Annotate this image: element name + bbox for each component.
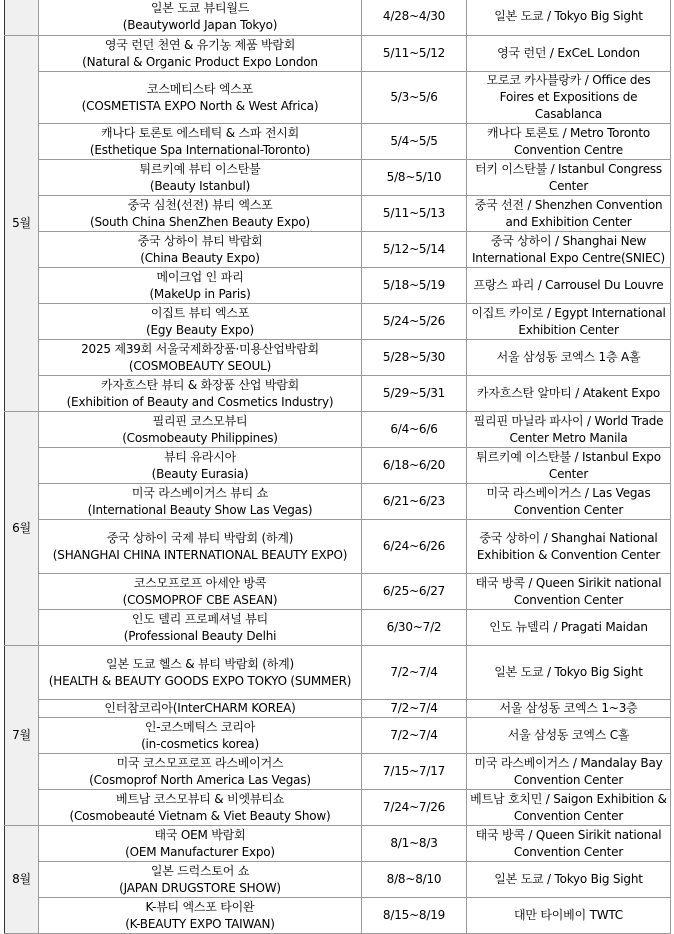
venue-text: 캐나다 토론토 / Metro Toronto Convention Centre <box>486 125 650 157</box>
table-row <box>5 700 671 718</box>
exhibition-name-cell <box>39 610 362 646</box>
exhibition-venue-cell <box>467 484 671 520</box>
exhibition-venue-cell <box>467 700 671 718</box>
venue-text: 모로코 카사블랑카 / Office des Foires et Expositions de Casablanca <box>486 73 651 121</box>
table-row <box>5 718 671 754</box>
exhibition-name-korean: 미국 라스베이거스 뷰티 쇼 <box>131 485 269 500</box>
exhibition-name-korean: 일본 도쿄 뷰티월드 <box>150 0 250 15</box>
exhibition-date-cell: 6/18~6/20 <box>362 448 467 484</box>
exhibition-name-cell <box>39 520 362 574</box>
table-row <box>5 268 671 304</box>
venue-text: 서울 삼성동 코엑스 C홀 <box>507 728 630 742</box>
exhibition-venue-cell <box>467 0 671 36</box>
venue-text: 서울 삼성동 코엑스 1층 A홀 <box>496 350 641 364</box>
exhibition-date-cell: 6/4~6/6 <box>362 412 467 448</box>
table-row <box>5 36 671 72</box>
exhibition-venue-cell <box>467 790 671 826</box>
exhibition-date-cell: 6/21~6/23 <box>362 484 467 520</box>
table-row <box>5 72 671 124</box>
exhibition-name-korean: 태국 OEM 박람회 <box>154 827 246 842</box>
exhibition-name-english: (COSMOPROF CBE ASEAN) <box>122 592 278 607</box>
exhibition-name-cell <box>39 718 362 754</box>
exhibition-name-korean: K-뷰티 엑스포 타이완 <box>145 899 255 914</box>
exhibition-name-english: (Beautyworld Japan Tokyo) <box>122 17 278 32</box>
exhibition-venue-cell <box>467 232 671 268</box>
exhibition-name-cell <box>39 72 362 124</box>
exhibition-date-cell: 7/24~7/26 <box>362 790 467 826</box>
table-row <box>5 754 671 790</box>
exhibition-name-english: (Professional Beauty Delhi <box>123 628 277 643</box>
exhibition-name-cell <box>39 646 362 700</box>
exhibition-name-cell <box>39 448 362 484</box>
exhibition-name-cell <box>39 124 362 160</box>
exhibition-name-english: (South China ShenZhen Beauty Expo) <box>89 214 311 229</box>
venue-text: 중국 선전 / Shenzhen Convention and Exhibition Center <box>474 197 663 229</box>
exhibition-name-english: (SHANGHAI CHINA INTERNATIONAL BEAUTY EXPO) <box>52 547 348 562</box>
exhibition-name-cell <box>39 754 362 790</box>
exhibition-name-cell <box>39 862 362 898</box>
exhibition-name-cell <box>39 0 362 36</box>
exhibition-name-english: (Beauty Eurasia) <box>151 466 249 481</box>
exhibition-venue-cell <box>467 448 671 484</box>
exhibition-name-korean: 캐나다 토론토 에스테틱 & 스파 전시회 <box>100 125 300 140</box>
table-row <box>5 304 671 340</box>
exhibition-venue-cell <box>467 754 671 790</box>
exhibition-name-korean: 인-코스메틱스 코리아 <box>144 719 256 734</box>
venue-text: 베트남 호치민 / Saigon Exhibition & Convention Center <box>470 791 667 823</box>
exhibition-venue-cell <box>467 412 671 448</box>
exhibition-name-english: (Esthetique Spa International-Toronto) <box>89 142 311 157</box>
venue-text: 서울 삼성동 코엑스 1~3층 <box>499 701 638 715</box>
exhibition-name-cell <box>39 268 362 304</box>
exhibition-name-korean: 인터참코리아(InterCHARM KOREA) <box>104 701 296 715</box>
venue-text: 일본 도쿄 / Tokyo Big Sight <box>494 9 643 23</box>
exhibition-name-korean: 중국 상하이 국제 뷰티 박람회 (하계) <box>106 530 294 545</box>
month-cell: 5월 <box>5 36 39 412</box>
venue-text: 중국 상하이 / Shanghai New International Expo Centre(SNIEC) <box>471 233 666 265</box>
exhibition-date-cell: 4/28~4/30 <box>362 0 467 36</box>
exhibition-name-korean: 인도 델리 프로페셔널 뷰티 <box>131 611 269 626</box>
table-row <box>5 448 671 484</box>
exhibition-date-cell: 5/8~5/10 <box>362 160 467 196</box>
exhibition-name-korean: 카자흐스탄 뷰티 & 화장품 산업 박람회 <box>100 377 300 392</box>
venue-text: 중국 상하이 / Shanghai National Exhibition & Convention Center <box>476 530 661 562</box>
exhibition-name-korean: 필리핀 코스모뷰티 <box>152 413 248 428</box>
exhibition-name-cell <box>39 304 362 340</box>
exhibition-name-korean: 코스모프로프 아세안 방콕 <box>133 575 267 590</box>
table-row <box>5 610 671 646</box>
exhibition-date-cell: 7/15~7/17 <box>362 754 467 790</box>
exhibition-name-cell <box>39 160 362 196</box>
exhibition-name-korean: 일본 도쿄 헬스 & 뷰티 박람회 (하계) <box>106 656 294 671</box>
exhibition-date-cell: 6/30~7/2 <box>362 610 467 646</box>
exhibition-name-english: (JAPAN DRUGSTORE SHOW) <box>119 880 281 895</box>
exhibition-date-cell: 7/2~7/4 <box>362 700 467 718</box>
table-row <box>5 484 671 520</box>
exhibition-name-english: (Cosmoprof North America Las Vegas) <box>89 772 311 787</box>
venue-text: 일본 도쿄 / Tokyo Big Sight <box>494 665 643 679</box>
exhibition-date-cell: 8/15~8/19 <box>362 898 467 934</box>
exhibition-name-english: (K-BEAUTY EXPO TAIWAN) <box>125 916 275 931</box>
exhibition-name-english: (Egy Beauty Expo) <box>146 322 254 337</box>
month-cell: 8월 <box>5 826 39 934</box>
exhibition-date-cell: 5/11~5/13 <box>362 196 467 232</box>
exhibition-name-cell <box>39 898 362 934</box>
exhibition-date-cell: 6/25~6/27 <box>362 574 467 610</box>
exhibition-venue-cell <box>467 376 671 412</box>
venue-text: 프랑스 파리 / Carrousel Du Louvre <box>473 278 664 292</box>
exhibition-venue-cell <box>467 304 671 340</box>
table-row <box>5 196 671 232</box>
exhibition-name-korean: 튀르키예 뷰티 이스탄불 <box>139 161 261 176</box>
exhibition-date-cell: 8/8~8/10 <box>362 862 467 898</box>
table-row <box>5 574 671 610</box>
exhibition-name-korean: 메이크업 인 파리 <box>156 269 244 284</box>
table-row <box>5 340 671 376</box>
exhibition-name-korean: 베트남 코스모뷰티 & 비엣뷰티쇼 <box>115 791 285 806</box>
venue-text: 영국 런던 / ExCeL London <box>497 46 640 60</box>
exhibition-venue-cell <box>467 340 671 376</box>
schedule-body <box>5 0 671 934</box>
exhibition-date-cell: 5/3~5/6 <box>362 72 467 124</box>
exhibition-venue-cell <box>467 196 671 232</box>
exhibition-venue-cell <box>467 520 671 574</box>
month-cell: 6월 <box>5 412 39 646</box>
exhibition-date-cell: 5/4~5/5 <box>362 124 467 160</box>
exhibition-venue-cell <box>467 124 671 160</box>
venue-text: 이집트 카이로 / Egypt International Exhibition Center <box>471 305 666 337</box>
month-cell: 7월 <box>5 646 39 826</box>
exhibition-name-english: (Natural & Organic Product Expo London <box>82 54 318 69</box>
venue-text: 미국 라스베이거스 / Mandalay Bay Convention Center <box>474 755 663 787</box>
exhibition-name-cell <box>39 574 362 610</box>
exhibition-name-korean: 중국 심천(선전) 뷰티 엑스포 <box>127 197 273 212</box>
exhibition-name-korean: 중국 상하이 뷰티 박람회 <box>137 233 263 248</box>
exhibition-name-korean: 영국 런던 천연 & 유기농 제품 박람회 <box>104 37 296 52</box>
exhibition-name-cell <box>39 826 362 862</box>
exhibition-venue-cell <box>467 610 671 646</box>
month-cell <box>5 0 39 36</box>
exhibition-schedule-table <box>4 0 671 934</box>
exhibition-venue-cell <box>467 160 671 196</box>
table-row <box>5 412 671 448</box>
table-row <box>5 232 671 268</box>
exhibition-name-english: (Cosmobeauty Philippines) <box>122 430 278 445</box>
exhibition-venue-cell <box>467 646 671 700</box>
table-row <box>5 376 671 412</box>
exhibition-name-english: (Beauty Istanbul) <box>149 178 251 193</box>
exhibition-venue-cell <box>467 36 671 72</box>
exhibition-date-cell: 7/2~7/4 <box>362 646 467 700</box>
table-row <box>5 862 671 898</box>
venue-text: 일본 도쿄 / Tokyo Big Sight <box>494 872 643 886</box>
exhibition-date-cell: 5/28~5/30 <box>362 340 467 376</box>
exhibition-name-korean: 이집트 뷰티 엑스포 <box>150 305 250 320</box>
exhibition-name-cell <box>39 340 362 376</box>
exhibition-name-korean: 코스메티스타 엑스포 <box>146 81 254 96</box>
exhibition-name-cell <box>39 790 362 826</box>
exhibition-venue-cell <box>467 862 671 898</box>
table-row <box>5 826 671 862</box>
venue-text: 튀르키예 이스탄불 / Istanbul Expo Center <box>476 449 661 481</box>
table-row <box>5 160 671 196</box>
table-row <box>5 790 671 826</box>
table-row <box>5 124 671 160</box>
venue-text: 미국 라스베이거스 / Las Vegas Convention Center <box>486 485 651 517</box>
venue-text: 태국 방콕 / Queen Sirikit national Convention Center <box>475 575 662 607</box>
exhibition-name-korean: 뷰티 유라시아 <box>164 449 236 464</box>
table-row <box>5 898 671 934</box>
exhibition-date-cell: 5/29~5/31 <box>362 376 467 412</box>
exhibition-name-cell <box>39 232 362 268</box>
exhibition-name-english: (Cosmobeauté Vietnam & Viet Beauty Show) <box>69 808 331 823</box>
exhibition-venue-cell <box>467 826 671 862</box>
venue-text: 카자흐스탄 알마티 / Atakent Expo <box>476 386 661 400</box>
exhibition-name-english: (China Beauty Expo) <box>140 250 260 265</box>
exhibition-date-cell: 5/12~5/14 <box>362 232 467 268</box>
exhibition-name-english: (COSMOBEAUTY SEOUL) <box>128 358 272 373</box>
exhibition-name-cell <box>39 196 362 232</box>
exhibition-name-english: (HEALTH & BEAUTY GOODS EXPO TOKYO (SUMMER) <box>48 673 352 688</box>
exhibition-venue-cell <box>467 574 671 610</box>
exhibition-name-english: (COSMETISTA EXPO North & West Africa) <box>81 98 319 113</box>
exhibition-date-cell: 8/1~8/3 <box>362 826 467 862</box>
exhibition-name-korean: 2025 제39회 서울국제화장품·미용산업박람회 <box>81 341 319 356</box>
table-row <box>5 646 671 700</box>
exhibition-name-english: (in-cosmetics korea) <box>141 736 259 751</box>
exhibition-name-korean: 미국 코스모프로프 라스베이거스 <box>116 755 284 770</box>
exhibition-name-cell <box>39 700 362 718</box>
table-row <box>5 0 671 36</box>
exhibition-venue-cell <box>467 898 671 934</box>
exhibition-date-cell: 6/24~6/26 <box>362 520 467 574</box>
table-row <box>5 520 671 574</box>
exhibition-name-english: (OEM Manufacturer Expo) <box>125 844 275 859</box>
exhibition-venue-cell <box>467 268 671 304</box>
exhibition-name-english: (International Beauty Show Las Vegas) <box>87 502 313 517</box>
venue-text: 태국 방콕 / Queen Sirikit national Convention Center <box>475 827 662 859</box>
exhibition-name-korean: 일본 드럭스토어 쇼 <box>150 863 250 878</box>
venue-text: 터키 이스탄불 / Istanbul Congress Center <box>475 161 662 193</box>
exhibition-date-cell: 5/24~5/26 <box>362 304 467 340</box>
exhibition-name-cell <box>39 36 362 72</box>
exhibition-venue-cell <box>467 718 671 754</box>
exhibition-venue-cell <box>467 72 671 124</box>
exhibition-name-cell <box>39 412 362 448</box>
venue-text: 대만 타이베이 TWTC <box>514 908 623 922</box>
exhibition-date-cell: 5/11~5/12 <box>362 36 467 72</box>
venue-text: 필리핀 마닐라 파사이 / World Trade Center Metro Manila <box>473 413 664 445</box>
exhibition-date-cell: 5/18~5/19 <box>362 268 467 304</box>
exhibition-name-cell <box>39 484 362 520</box>
venue-text: 인도 뉴델리 / Pragati Maidan <box>489 620 648 634</box>
exhibition-date-cell: 7/2~7/4 <box>362 718 467 754</box>
exhibition-name-english: (Exhibition of Beauty and Cosmetics Industry) <box>66 394 334 409</box>
exhibition-name-english: (MakeUp in Paris) <box>149 286 251 301</box>
exhibition-name-cell <box>39 376 362 412</box>
